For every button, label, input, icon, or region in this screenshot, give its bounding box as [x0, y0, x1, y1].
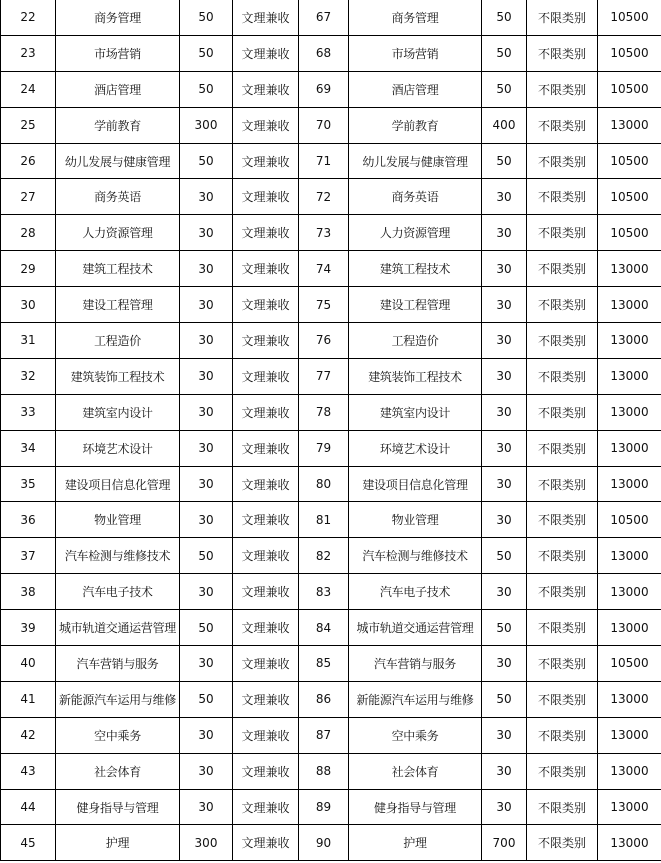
row-number: 33: [1, 394, 56, 430]
enrollment-count: 50: [482, 143, 527, 179]
enrollment-count: 30: [482, 646, 527, 682]
enrollment-count: 300: [180, 825, 233, 861]
row-number: 72: [299, 179, 349, 215]
enrollment-count: 30: [180, 358, 233, 394]
category-requirement: 不限类别: [527, 251, 598, 287]
enrollment-count: 30: [482, 358, 527, 394]
major-name: 建筑室内设计: [349, 394, 482, 430]
tuition-fee: 10500: [598, 179, 661, 215]
table-row: [1, 646, 661, 682]
subject-requirement: 文理兼收: [233, 107, 299, 143]
major-name: 新能源汽车运用与维修: [56, 681, 180, 717]
category-requirement: 不限类别: [527, 215, 598, 251]
row-number: 24: [1, 71, 56, 107]
row-number: 67: [299, 0, 349, 35]
major-name: 幼儿发展与健康管理: [349, 143, 482, 179]
major-name: 建设项目信息化管理: [349, 466, 482, 502]
category-requirement: 不限类别: [527, 717, 598, 753]
row-number: 68: [299, 35, 349, 71]
table-row: [1, 430, 661, 466]
enrollment-count: 50: [482, 610, 527, 646]
enrollment-count: 30: [482, 179, 527, 215]
row-number: 45: [1, 825, 56, 861]
major-name: 护理: [349, 825, 482, 861]
category-requirement: 不限类别: [527, 107, 598, 143]
subject-requirement: 文理兼收: [233, 430, 299, 466]
subject-requirement: 文理兼收: [233, 323, 299, 359]
row-number: 41: [1, 681, 56, 717]
tuition-fee: 13000: [598, 251, 661, 287]
enrollment-count: 50: [482, 681, 527, 717]
row-number: 79: [299, 430, 349, 466]
row-number: 22: [1, 0, 56, 35]
subject-requirement: 文理兼收: [233, 179, 299, 215]
table-row: [1, 753, 661, 789]
tuition-fee: 13000: [598, 287, 661, 323]
enrollment-count: 30: [180, 717, 233, 753]
major-name: 空中乘务: [56, 717, 180, 753]
major-name: 环境艺术设计: [349, 430, 482, 466]
row-number: 80: [299, 466, 349, 502]
category-requirement: 不限类别: [527, 646, 598, 682]
tuition-fee: 10500: [598, 0, 661, 35]
table-row: [1, 143, 661, 179]
row-number: 83: [299, 574, 349, 610]
row-number: 44: [1, 789, 56, 825]
enrollment-count: 30: [482, 287, 527, 323]
row-number: 40: [1, 646, 56, 682]
table-row: [1, 466, 661, 502]
enrollment-count: 50: [180, 71, 233, 107]
enrollment-count: 50: [180, 610, 233, 646]
enrollment-count: 30: [180, 789, 233, 825]
subject-requirement: 文理兼收: [233, 251, 299, 287]
enrollment-count: 30: [482, 394, 527, 430]
row-number: 27: [1, 179, 56, 215]
row-number: 73: [299, 215, 349, 251]
enrollment-count: 30: [180, 251, 233, 287]
enrollment-count: 30: [482, 251, 527, 287]
table-row: [1, 789, 661, 825]
table-row: [1, 717, 661, 753]
table-row: [1, 71, 661, 107]
major-name: 城市轨道交通运营管理: [349, 610, 482, 646]
category-requirement: 不限类别: [527, 789, 598, 825]
tuition-fee: 13000: [598, 430, 661, 466]
category-requirement: 不限类别: [527, 753, 598, 789]
tuition-fee: 10500: [598, 71, 661, 107]
category-requirement: 不限类别: [527, 358, 598, 394]
major-name: 市场营销: [56, 35, 180, 71]
enrollment-count: 30: [482, 753, 527, 789]
table-row: [1, 179, 661, 215]
category-requirement: 不限类别: [527, 574, 598, 610]
enrollment-count: 30: [482, 430, 527, 466]
tuition-fee: 13000: [598, 610, 661, 646]
tuition-fee: 13000: [598, 574, 661, 610]
row-number: 85: [299, 646, 349, 682]
subject-requirement: 文理兼收: [233, 71, 299, 107]
tuition-fee: 10500: [598, 646, 661, 682]
row-number: 28: [1, 215, 56, 251]
major-name: 商务管理: [56, 0, 180, 35]
tuition-fee: 13000: [598, 825, 661, 861]
enrollment-count: 50: [180, 0, 233, 35]
row-number: 78: [299, 394, 349, 430]
subject-requirement: 文理兼收: [233, 502, 299, 538]
row-number: 84: [299, 610, 349, 646]
major-name: 人力资源管理: [56, 215, 180, 251]
subject-requirement: 文理兼收: [233, 681, 299, 717]
enrollment-count: 30: [180, 646, 233, 682]
table-row: [1, 287, 661, 323]
table-row: [1, 358, 661, 394]
row-number: 76: [299, 323, 349, 359]
category-requirement: 不限类别: [527, 502, 598, 538]
subject-requirement: 文理兼收: [233, 0, 299, 35]
row-number: 34: [1, 430, 56, 466]
enrollment-count: 30: [482, 574, 527, 610]
major-name: 汽车营销与服务: [56, 646, 180, 682]
tuition-fee: 10500: [598, 502, 661, 538]
enrollment-count: 50: [482, 538, 527, 574]
subject-requirement: 文理兼收: [233, 574, 299, 610]
major-name: 工程造价: [349, 323, 482, 359]
row-number: 35: [1, 466, 56, 502]
subject-requirement: 文理兼收: [233, 35, 299, 71]
major-name: 酒店管理: [56, 71, 180, 107]
major-name: 汽车检测与维修技术: [349, 538, 482, 574]
major-name: 环境艺术设计: [56, 430, 180, 466]
enrollment-count: 30: [180, 179, 233, 215]
row-number: 32: [1, 358, 56, 394]
row-number: 70: [299, 107, 349, 143]
row-number: 77: [299, 358, 349, 394]
major-name: 市场营销: [349, 35, 482, 71]
major-name: 建筑室内设计: [56, 394, 180, 430]
major-name: 物业管理: [349, 502, 482, 538]
subject-requirement: 文理兼收: [233, 394, 299, 430]
row-number: 25: [1, 107, 56, 143]
subject-requirement: 文理兼收: [233, 358, 299, 394]
enrollment-count: 30: [482, 323, 527, 359]
category-requirement: 不限类别: [527, 71, 598, 107]
tuition-fee: 13000: [598, 323, 661, 359]
subject-requirement: 文理兼收: [233, 466, 299, 502]
category-requirement: 不限类别: [527, 179, 598, 215]
major-name: 工程造价: [56, 323, 180, 359]
enrollment-count: 50: [180, 35, 233, 71]
enrollment-count: 30: [482, 466, 527, 502]
table-row: [1, 251, 661, 287]
enrollment-count: 50: [180, 143, 233, 179]
row-number: 39: [1, 610, 56, 646]
enrollment-count: 50: [482, 0, 527, 35]
major-name: 新能源汽车运用与维修: [349, 681, 482, 717]
major-name: 健身指导与管理: [349, 789, 482, 825]
major-name: 商务英语: [349, 179, 482, 215]
category-requirement: 不限类别: [527, 538, 598, 574]
tuition-fee: 10500: [598, 143, 661, 179]
enrollment-count: 30: [482, 789, 527, 825]
major-name: 空中乘务: [349, 717, 482, 753]
major-name: 商务管理: [349, 0, 482, 35]
major-name: 人力资源管理: [349, 215, 482, 251]
enrollment-count: 50: [180, 681, 233, 717]
table-row: [1, 0, 661, 35]
table-row: [1, 502, 661, 538]
enrollment-count: 30: [180, 430, 233, 466]
category-requirement: 不限类别: [527, 0, 598, 35]
row-number: 86: [299, 681, 349, 717]
category-requirement: 不限类别: [527, 681, 598, 717]
category-requirement: 不限类别: [527, 466, 598, 502]
major-name: 建筑工程技术: [56, 251, 180, 287]
row-number: 42: [1, 717, 56, 753]
subject-requirement: 文理兼收: [233, 143, 299, 179]
major-name: 建设工程管理: [56, 287, 180, 323]
enrollment-count: 700: [482, 825, 527, 861]
row-number: 87: [299, 717, 349, 753]
table-row: [1, 610, 661, 646]
major-name: 城市轨道交通运营管理: [56, 610, 180, 646]
row-number: 31: [1, 323, 56, 359]
tuition-fee: 13000: [598, 394, 661, 430]
enrollment-count: 30: [180, 574, 233, 610]
row-number: 36: [1, 502, 56, 538]
tuition-fee: 13000: [598, 466, 661, 502]
tuition-fee: 13000: [598, 753, 661, 789]
enrollment-count: 30: [482, 502, 527, 538]
enrollment-count: 30: [180, 323, 233, 359]
enrollment-count: 50: [482, 35, 527, 71]
row-number: 38: [1, 574, 56, 610]
tuition-fee: 13000: [598, 717, 661, 753]
category-requirement: 不限类别: [527, 35, 598, 71]
major-name: 社会体育: [56, 753, 180, 789]
major-name: 学前教育: [349, 107, 482, 143]
category-requirement: 不限类别: [527, 825, 598, 861]
subject-requirement: 文理兼收: [233, 287, 299, 323]
tuition-fee: 13000: [598, 681, 661, 717]
major-name: 护理: [56, 825, 180, 861]
table-row: [1, 323, 661, 359]
table-row: [1, 825, 661, 861]
category-requirement: 不限类别: [527, 143, 598, 179]
row-number: 30: [1, 287, 56, 323]
subject-requirement: 文理兼收: [233, 753, 299, 789]
table-row: [1, 35, 661, 71]
subject-requirement: 文理兼收: [233, 538, 299, 574]
major-name: 建设工程管理: [349, 287, 482, 323]
row-number: 74: [299, 251, 349, 287]
enrollment-count: 30: [180, 394, 233, 430]
row-number: 29: [1, 251, 56, 287]
major-name: 建筑工程技术: [349, 251, 482, 287]
category-requirement: 不限类别: [527, 430, 598, 466]
table-row: [1, 107, 661, 143]
subject-requirement: 文理兼收: [233, 610, 299, 646]
major-name: 学前教育: [56, 107, 180, 143]
table-row: [1, 538, 661, 574]
tuition-fee: 13000: [598, 358, 661, 394]
major-name: 汽车电子技术: [56, 574, 180, 610]
tuition-fee: 10500: [598, 35, 661, 71]
major-name: 汽车营销与服务: [349, 646, 482, 682]
row-number: 88: [299, 753, 349, 789]
major-name: 汽车检测与维修技术: [56, 538, 180, 574]
major-name: 健身指导与管理: [56, 789, 180, 825]
row-number: 89: [299, 789, 349, 825]
major-name: 建设项目信息化管理: [56, 466, 180, 502]
row-number: 26: [1, 143, 56, 179]
row-number: 75: [299, 287, 349, 323]
major-name: 社会体育: [349, 753, 482, 789]
category-requirement: 不限类别: [527, 610, 598, 646]
row-number: 71: [299, 143, 349, 179]
enrollment-count: 30: [180, 287, 233, 323]
subject-requirement: 文理兼收: [233, 789, 299, 825]
enrollment-count: 30: [180, 466, 233, 502]
category-requirement: 不限类别: [527, 394, 598, 430]
major-name: 物业管理: [56, 502, 180, 538]
row-number: 37: [1, 538, 56, 574]
subject-requirement: 文理兼收: [233, 825, 299, 861]
tuition-fee: 10500: [598, 215, 661, 251]
subject-requirement: 文理兼收: [233, 717, 299, 753]
enrollment-count: 30: [482, 215, 527, 251]
enrollment-count: 30: [482, 717, 527, 753]
tuition-fee: 13000: [598, 538, 661, 574]
row-number: 81: [299, 502, 349, 538]
enrollment-count: 30: [180, 215, 233, 251]
category-requirement: 不限类别: [527, 287, 598, 323]
row-number: 82: [299, 538, 349, 574]
table-row: [1, 574, 661, 610]
enrollment-count: 50: [180, 538, 233, 574]
row-number: 69: [299, 71, 349, 107]
major-name: 建筑装饰工程技术: [56, 358, 180, 394]
enrollment-count: 50: [482, 71, 527, 107]
row-number: 43: [1, 753, 56, 789]
table-body: [1, 0, 661, 861]
subject-requirement: 文理兼收: [233, 215, 299, 251]
row-number: 90: [299, 825, 349, 861]
enrollment-count: 30: [180, 502, 233, 538]
table-row: [1, 394, 661, 430]
major-name: 汽车电子技术: [349, 574, 482, 610]
enrollment-count: 30: [180, 753, 233, 789]
table-row: [1, 215, 661, 251]
row-number: 23: [1, 35, 56, 71]
subject-requirement: 文理兼收: [233, 646, 299, 682]
category-requirement: 不限类别: [527, 323, 598, 359]
major-name: 酒店管理: [349, 71, 482, 107]
table-row: [1, 681, 661, 717]
major-name: 建筑装饰工程技术: [349, 358, 482, 394]
enrollment-count: 400: [482, 107, 527, 143]
tuition-fee: 13000: [598, 789, 661, 825]
tuition-fee: 13000: [598, 107, 661, 143]
enrollment-count: 300: [180, 107, 233, 143]
major-name: 商务英语: [56, 179, 180, 215]
major-name: 幼儿发展与健康管理: [56, 143, 180, 179]
